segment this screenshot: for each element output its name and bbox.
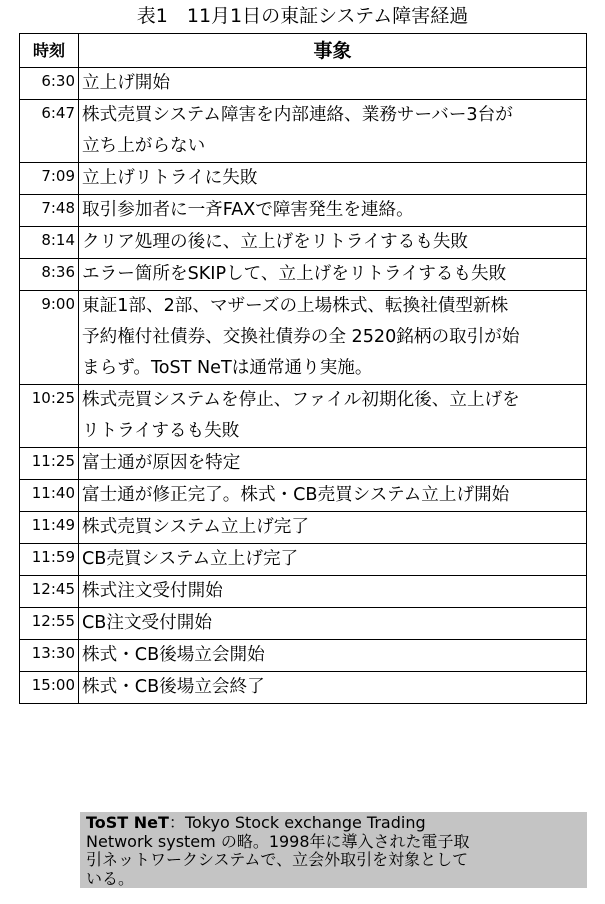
event-text-line: 立上げ開始 <box>82 73 170 93</box>
table-row <box>20 608 587 640</box>
table-row <box>20 227 587 259</box>
table-row <box>20 512 587 544</box>
table-row <box>20 544 587 576</box>
time-cell: 8:14 <box>20 227 79 259</box>
event-cell <box>79 448 587 480</box>
event-text-line: 株式売買システム立上げ完了 <box>82 517 309 537</box>
event-text-line: 株式売買システム障害を内部連絡、業務サーバー3台が <box>82 105 513 125</box>
table-row <box>20 291 587 385</box>
event-text-line: 株式売買システムを停止、ファイル初期化後、立上げを <box>82 390 520 410</box>
time-cell: 11:25 <box>20 448 79 480</box>
table-row <box>20 195 587 227</box>
time-cell: 6:47 <box>20 100 79 163</box>
event-cell <box>79 100 587 163</box>
table-row <box>20 448 587 480</box>
time-cell: 6:30 <box>20 68 79 100</box>
time-cell: 8:36 <box>20 259 79 291</box>
time-cell: 7:09 <box>20 163 79 195</box>
table-row <box>20 68 587 100</box>
table-row <box>20 480 587 512</box>
time-cell: 15:00 <box>20 672 79 704</box>
table-row <box>20 640 587 672</box>
event-cell <box>79 576 587 608</box>
event-text-line: 株式注文受付開始 <box>82 581 223 601</box>
event-text-line: クリア処理の後に、立上げをリトライするも失敗 <box>82 232 469 252</box>
event-cell <box>79 163 587 195</box>
event-text-line: CB注文受付開始 <box>82 613 212 633</box>
event-cell <box>79 544 587 576</box>
event-cell <box>79 291 587 385</box>
footnote-text-line: Network system の略。1998年に導入された電子取 <box>86 831 470 851</box>
event-cell <box>79 195 587 227</box>
event-text-line: リトライするも失敗 <box>82 421 240 441</box>
event-cell <box>79 68 587 100</box>
footnote-tost-net <box>80 812 587 888</box>
event-text-line: CB売買システム立上げ完了 <box>82 549 299 569</box>
table-row <box>20 259 587 291</box>
header-row <box>20 34 587 68</box>
table-row <box>20 576 587 608</box>
event-cell <box>79 385 587 448</box>
event-text-line: 立ち上がらない <box>82 136 206 156</box>
event-text-line: エラー箇所をSKIPして、立上げをリトライするも失敗 <box>82 264 507 284</box>
time-cell: 12:55 <box>20 608 79 640</box>
time-cell: 7:48 <box>20 195 79 227</box>
time-cell: 9:00 <box>20 291 79 385</box>
event-cell <box>79 227 587 259</box>
table-row <box>20 100 587 163</box>
footnote-text-line: ：Tokyo Stock exchange Trading <box>168 813 426 832</box>
time-cell: 13:30 <box>20 640 79 672</box>
event-cell <box>79 259 587 291</box>
footnote-term: ToST NeT <box>86 813 169 832</box>
event-cell <box>79 480 587 512</box>
event-text-line: 東証1部、2部、マザーズの上場株式、転換社債型新株 <box>82 296 509 316</box>
event-text-line: 富士通が修正完了。株式・CB売買システム立上げ開始 <box>82 485 510 505</box>
table-row <box>20 385 587 448</box>
event-cell <box>79 672 587 704</box>
time-cell: 10:25 <box>20 385 79 448</box>
footnote-text-line: 引ネットワークシステムで、立会外取引を対象として <box>86 850 469 869</box>
event-text-line: 取引参加者に一斉FAXで障害発生を連絡。 <box>82 200 414 220</box>
time-cell: 11:49 <box>20 512 79 544</box>
time-cell: 11:59 <box>20 544 79 576</box>
event-text-line: 立上げリトライに失敗 <box>82 168 258 188</box>
table-row <box>20 672 587 704</box>
event-text-line: 株式・CB後場立会開始 <box>82 645 265 665</box>
event-text-line: 株式・CB後場立会終了 <box>82 677 265 697</box>
column-header-event: 事象 <box>79 34 587 68</box>
table-caption: 表1 11月1日の東証システム障害経過 <box>136 5 469 27</box>
column-header-time: 時刻 <box>20 34 79 68</box>
event-cell <box>79 512 587 544</box>
footnote-text-line: いる。 <box>86 868 135 888</box>
table-row <box>20 163 587 195</box>
event-text-line: まらず。ToST NeTは通常通り実施。 <box>82 358 373 378</box>
event-text-line: 富士通が原因を特定 <box>82 453 241 473</box>
time-cell: 11:40 <box>20 480 79 512</box>
event-text-line: 予約権付社債券、交換社債券の全 2520銘柄の取引が始 <box>82 327 520 347</box>
incident-timeline-table <box>19 33 587 704</box>
event-cell <box>79 608 587 640</box>
event-cell <box>79 640 587 672</box>
time-cell: 12:45 <box>20 576 79 608</box>
